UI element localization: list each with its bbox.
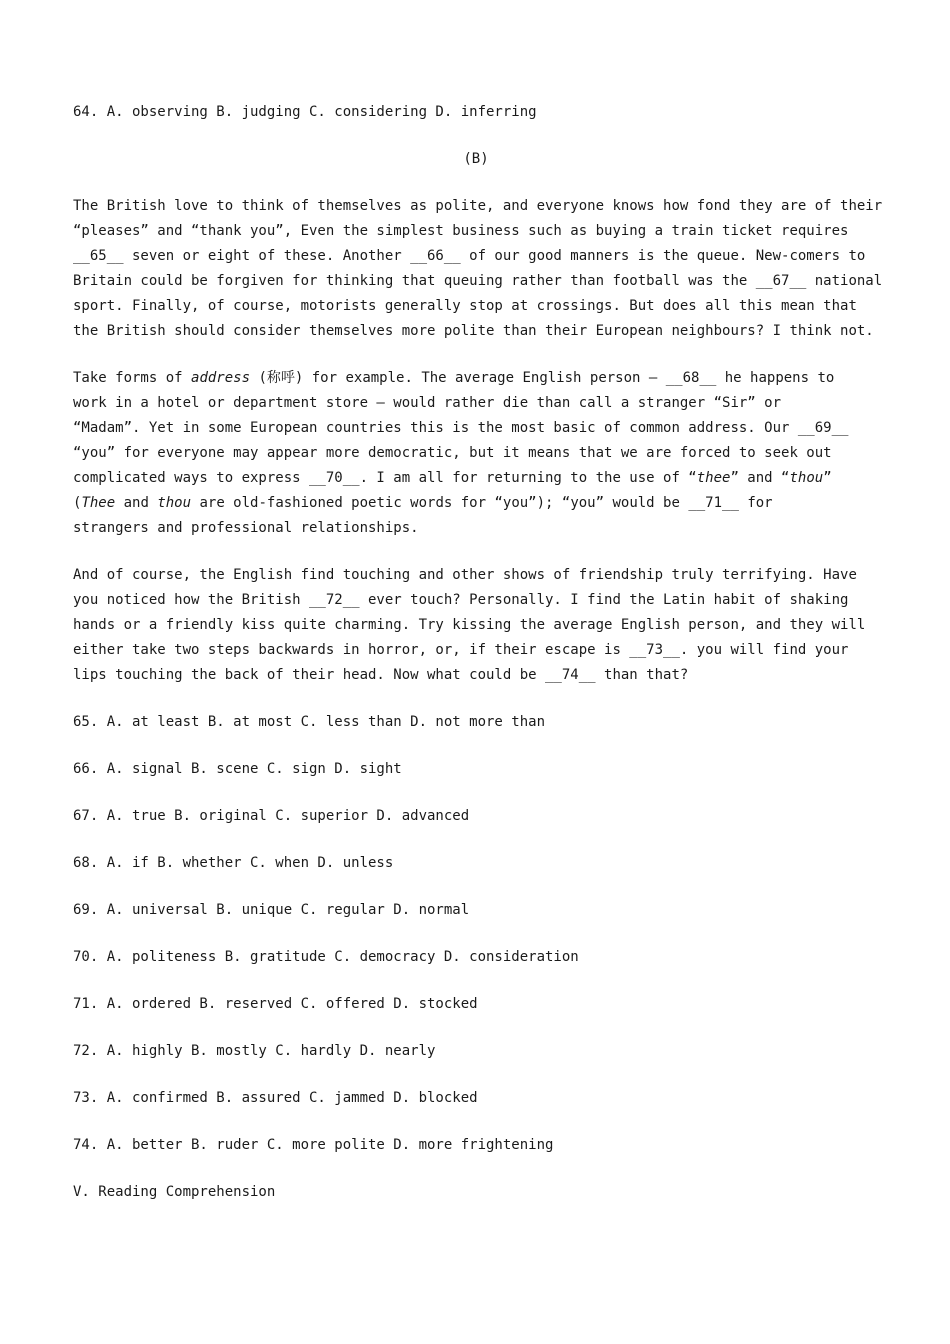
paragraph-line: complicated ways to express __70__. I am all for returning to the use of “thee” and “thou” <box>73 470 832 486</box>
paragraph-line: The British love to think of themselves as polite, and everyone knows how fond they are of their <box>73 198 883 214</box>
italic-word: thee <box>696 470 731 486</box>
question-73: 73. A. confirmed B. assured C. jammed D. blocked <box>73 1090 478 1106</box>
paragraph-line: work in a hotel or department store — would rather die than call a stranger “Sir” or <box>73 395 782 411</box>
question-65: 65. A. at least B. at most C. less than D. not more than <box>73 714 546 730</box>
paragraph-line: __65__ seven or eight of these. Another __66__ of our good manners is the queue. New-comers to <box>73 248 866 264</box>
italic-word: thou <box>789 470 824 486</box>
paragraph-line: sport. Finally, of course, motorists generally stop at crossings. But does all this mean that <box>73 298 857 314</box>
question-64: 64. A. observing B. judging C. considering D. inferring <box>73 104 537 120</box>
paragraph-line: “pleases” and “thank you”, Even the simplest business such as buying a train ticket requires <box>73 223 849 239</box>
question-67: 67. A. true B. original C. superior D. advanced <box>73 808 470 824</box>
italic-word: thou <box>157 495 192 511</box>
question-68: 68. A. if B. whether C. when D. unless <box>73 855 394 871</box>
question-74: 74. A. better B. ruder C. more polite D. more frightening <box>73 1137 554 1153</box>
section-b-heading: (B) <box>463 151 489 167</box>
question-69: 69. A. universal B. unique C. regular D. normal <box>73 902 470 918</box>
section-v-heading: V. Reading Comprehension <box>73 1184 276 1200</box>
passage-paragraph-2 <box>73 366 879 541</box>
paragraph-line: Britain could be forgiven for thinking that queuing rather than football was the __67__ national <box>73 273 883 289</box>
paragraph-line: Take forms of address (称呼) for example. The average English person — __68__ he happens to <box>73 370 835 386</box>
paragraph-line: And of course, the English find touching and other shows of friendship truly terrifying. Have <box>73 567 857 583</box>
question-66: 66. A. signal B. scene C. sign D. sight <box>73 761 402 777</box>
italic-word: address <box>191 370 251 386</box>
passage-paragraph-1 <box>73 194 883 344</box>
paragraph-line: hands or a friendly kiss quite charming. Try kissing the average English person, and they will <box>73 617 866 633</box>
paragraph-line: you noticed how the British __72__ ever touch? Personally. I find the Latin habit of shaking <box>73 592 849 608</box>
document-page <box>73 100 883 1205</box>
question-70: 70. A. politeness B. gratitude C. democracy D. consideration <box>73 949 579 965</box>
question-71: 71. A. ordered B. reserved C. offered D. stocked <box>73 996 478 1012</box>
paragraph-line: “you” for everyone may appear more democratic, but it means that we are forced to seek out <box>73 445 832 461</box>
paragraph-line: lips touching the back of their head. Now what could be __74__ than that? <box>73 667 689 683</box>
question-72: 72. A. highly B. mostly C. hardly D. nearly <box>73 1043 436 1059</box>
paragraph-line: “Madam”. Yet in some European countries this is the most basic of common address. Our __69__ <box>73 420 849 436</box>
passage-paragraph-3 <box>73 563 879 688</box>
paragraph-line: (Thee and thou are old-fashioned poetic words for “you”); “you” would be __71__ for <box>73 495 773 511</box>
paragraph-line: the British should consider themselves more polite than their European neighbours? I think not. <box>73 323 874 339</box>
paragraph-line: strangers and professional relationships. <box>73 520 419 536</box>
paragraph-line: either take two steps backwards in horror, or, if their escape is __73__. you will find your <box>73 642 849 658</box>
italic-word: Thee <box>81 495 116 511</box>
